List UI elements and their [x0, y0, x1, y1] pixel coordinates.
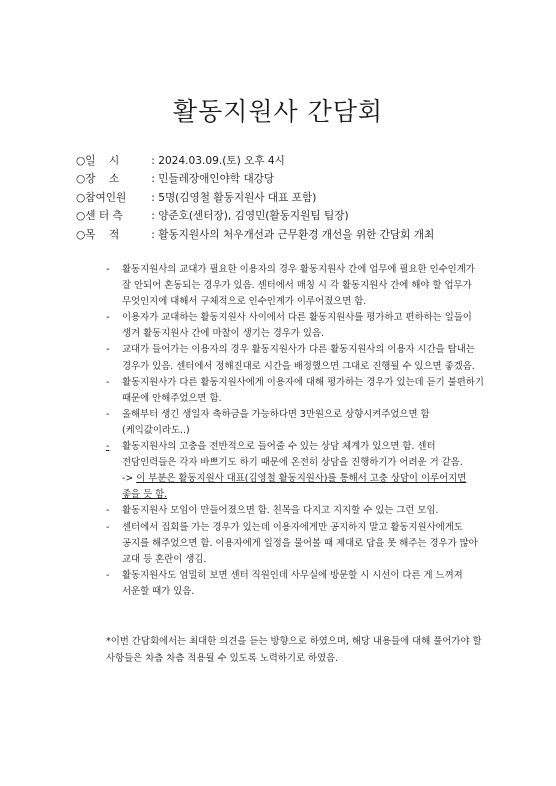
closing-note: *이번 간담회에서는 최대한 의견을 듣는 방향으로 하였으며, 해당 내용들에 대해 풀어가야 할 사항들은 차츰 차츰 적용될 수 있도록 노력하기로 하였음. — [106, 636, 482, 664]
info-row-center — [76, 207, 516, 225]
dash-marker: - — [106, 441, 110, 453]
info-label: 참여인원 — [85, 191, 127, 204]
info-label: 센 터 측 — [85, 210, 123, 223]
underlined-response: 이 부분은 활동지원사 대표(김영철 활동지원사)를 통해서 고충 상담이 이루어지면 좋을 듯 함. — [122, 473, 467, 501]
circle-marker: ○ — [76, 191, 86, 204]
info-sep: : — [151, 210, 155, 223]
info-sep: : — [151, 191, 155, 204]
circle-marker: ○ — [76, 228, 86, 241]
dash-marker: - — [106, 344, 110, 356]
info-value: 2024.03.09.(토) 오후 4시 — [158, 155, 285, 167]
list-item — [106, 520, 486, 568]
list-item — [106, 342, 486, 374]
info-value: 5명(김영철 활동지원사 대표 포함) — [158, 191, 317, 204]
info-label: 장 소 — [85, 173, 120, 186]
document-title: 활동지원사 간담회 — [172, 97, 384, 126]
info-value: 민들레장애인야학 대강당 — [158, 173, 275, 186]
item-text: 올해부터 생긴 생일자 축하금을 가능하다면 3만원으로 상향시켜주었으면 함(케익값이라도..) — [122, 408, 430, 436]
info-row-date — [76, 152, 516, 170]
circle-marker: ○ — [76, 155, 86, 167]
item-text: 교대가 들어가는 이용자의 경우 활동지원사가 다른 활동지원사의 이용자 시간을 탐내는 경우가 있음. 센터에서 정해진대로 시간을 배정했으면 그대로 진행될 수 있으면 좋겠음. — [122, 344, 475, 372]
item-text: 활동지원사가 다른 활동지원사에게 이용자에 대해 평가하는 경우가 있는데 듣기 불편하기 때문에 안해주었으면 함. — [122, 376, 484, 404]
dash-marker: - — [106, 521, 110, 533]
list-item — [106, 310, 486, 342]
info-label: 일 시 — [85, 155, 120, 167]
list-item — [106, 568, 486, 600]
arrow-marker: -> — [122, 473, 134, 485]
list-item — [106, 262, 486, 310]
info-value: 양준호(센터장), 김영민(활동지원팀 팀장) — [158, 210, 349, 223]
item-text: 활동지원사도 엄밀히 보면 센터 직원인데 사무실에 방문할 시 시선이 다른 게 느껴져 서운할 때가 있음. — [122, 569, 463, 597]
info-row-participants — [76, 189, 516, 207]
discussion-list — [106, 262, 486, 600]
item-text: 이용자가 교대하는 활동지원사 사이에서 다른 활동지원사를 평가하고 편하하는 일들이 생겨 활동지원사 간에 마찰이 생기는 경우가 있음. — [122, 312, 472, 340]
list-item-counsel — [106, 439, 486, 503]
list-item — [106, 503, 486, 519]
item-text: 활동지원사의 고충을 전반적으로 들어줄 수 있는 상담 체계가 있으면 함. 센터 전담인력들은 각자 바쁘기도 하기 때문에 온전히 상담을 진행하기가 어려운 거 같음. — [122, 441, 463, 469]
dash-marker: - — [106, 569, 110, 581]
dash-marker: - — [106, 408, 110, 420]
info-row-purpose — [76, 226, 516, 244]
item-text: 활동지원사 모임이 만들어졌으면 함. 친목을 다지고 지지할 수 있는 그런 모임. — [122, 505, 439, 517]
circle-marker: ○ — [76, 210, 86, 223]
dash-marker: - — [106, 312, 110, 324]
meeting-info — [76, 152, 516, 244]
list-item — [106, 407, 486, 439]
info-sep: : — [151, 173, 155, 186]
info-value: 활동지원사의 처우개선과 근무환경 개선을 위한 간담회 개최 — [158, 228, 435, 241]
info-sep: : — [151, 155, 155, 167]
dash-marker: - — [106, 264, 110, 275]
info-label: 목 적 — [85, 228, 120, 241]
dash-marker: - — [106, 376, 110, 388]
dash-marker: - — [106, 505, 110, 517]
list-item — [106, 375, 486, 407]
info-sep: : — [151, 228, 155, 241]
circle-marker: ○ — [76, 173, 86, 186]
info-row-place — [76, 170, 516, 188]
item-text: 활동지원사의 교대가 필요한 이용자의 경우 활동지원사 간에 업무에 필요한 인수인계가 잘 안되어 혼동되는 경우가 있음. 센터에서 매칭 시 각 활동지원사 간에 해야 할 업무가 무엇인지에 대해서 구체적으로 인수인계가 이루어졌으면 함. — [122, 264, 475, 308]
item-text: 센터에서 집회를 가는 경우가 있는데 이용자에게만 공지하지 말고 활동지원사에게도 공지를 해주었으면 함. 이용자에게 일정을 물어볼 때 제대로 답을 못 해주는 경우가 많아 교대 등 혼란이 생김. — [122, 521, 478, 565]
